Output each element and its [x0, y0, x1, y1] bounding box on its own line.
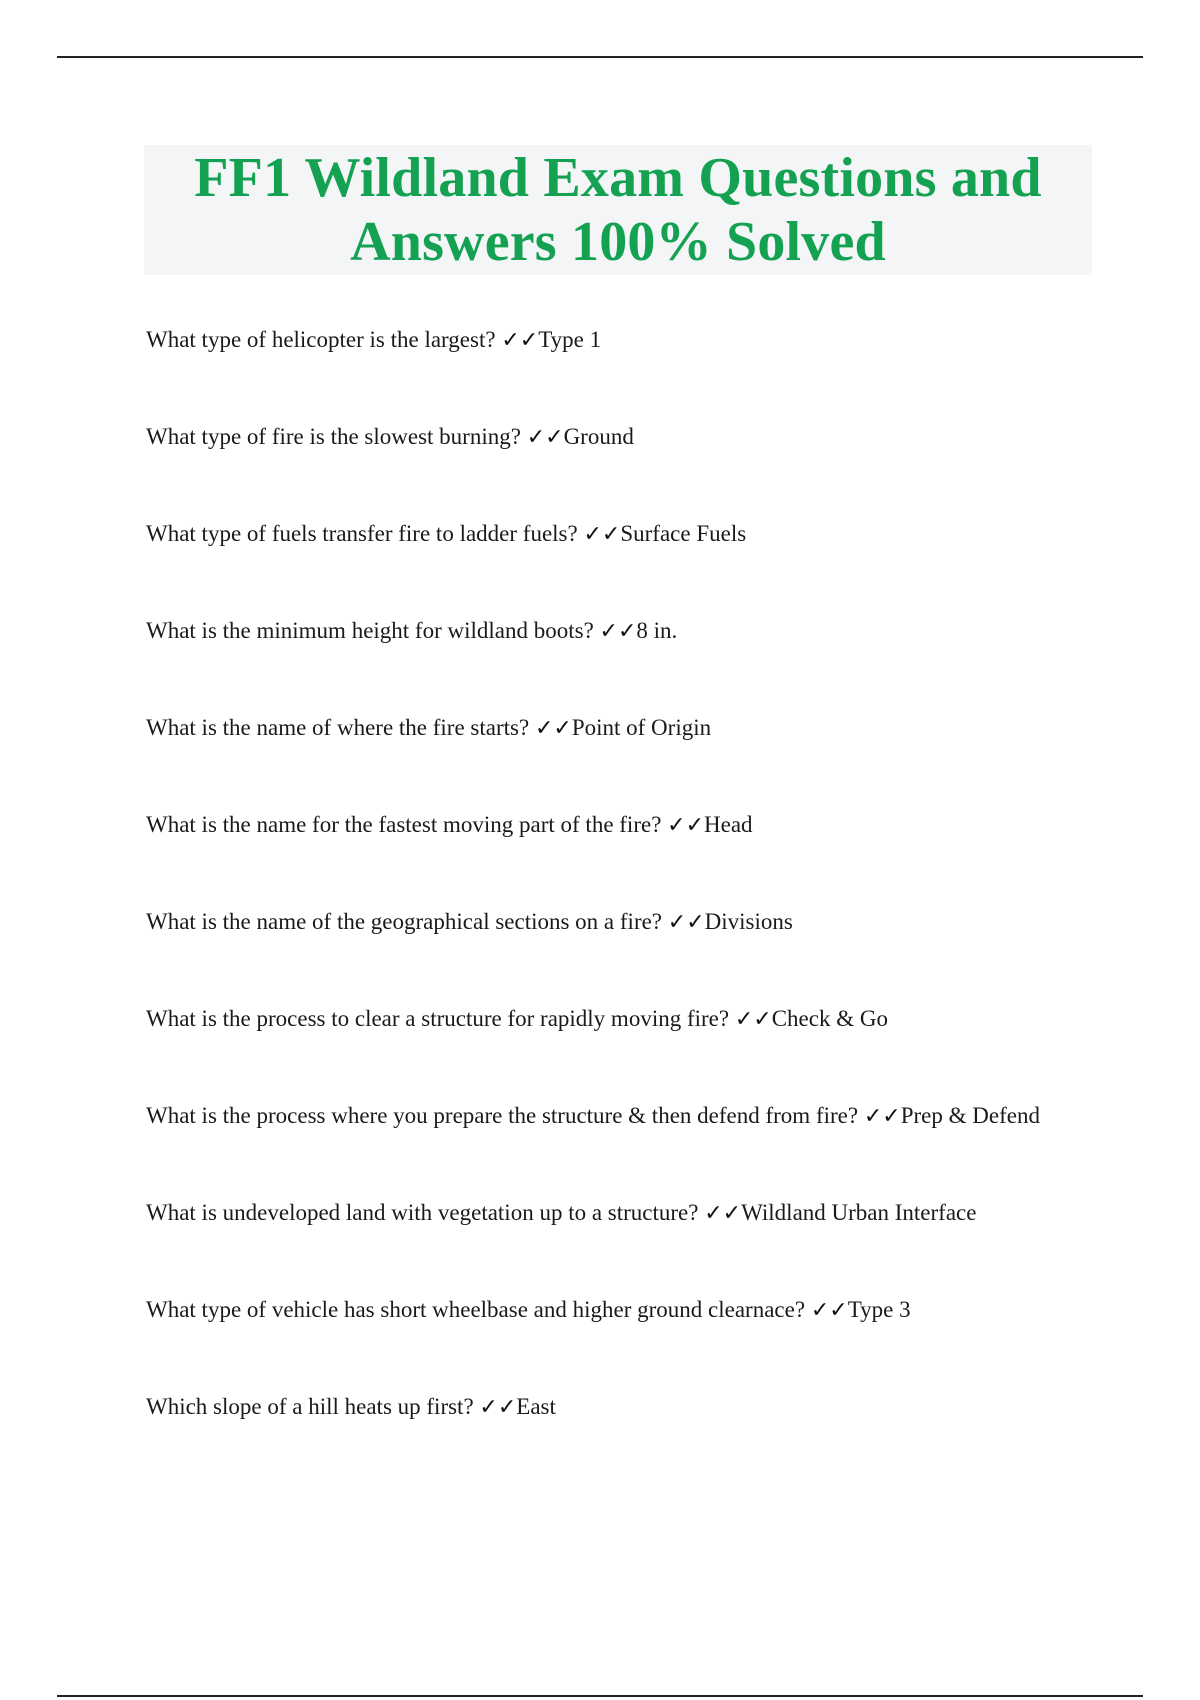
- title-line-1: FF1 Wildland Exam Questions and: [194, 147, 1042, 209]
- double-check-icon: ✓✓: [863, 1104, 901, 1129]
- bottom-rule: [57, 1695, 1143, 1697]
- answer-text: East: [516, 1394, 556, 1419]
- double-check-icon: ✓✓: [810, 1298, 848, 1323]
- question-text: What is undeveloped land with vegetation up to a structure?: [146, 1200, 699, 1225]
- answer-text: Type 1: [538, 327, 602, 352]
- answer-text: Surface Fuels: [620, 521, 747, 546]
- qa-item: [146, 1288, 1146, 1385]
- qa-item: [146, 1385, 1146, 1482]
- qa-item: [146, 609, 1146, 706]
- double-check-icon: ✓✓: [599, 619, 637, 644]
- top-rule: [57, 56, 1143, 58]
- question-text: What is the name of the geographical sections on a fire?: [146, 909, 663, 934]
- double-check-icon: ✓✓: [479, 1395, 517, 1420]
- qa-item: [146, 1094, 1146, 1191]
- double-check-icon: ✓✓: [667, 910, 705, 935]
- question-text: What is the name for the fastest moving part of the fire?: [146, 812, 662, 837]
- qa-item: [146, 706, 1146, 803]
- question-text: What is the process where you prepare the structure & then defend from fire?: [146, 1103, 859, 1128]
- answer-text: Type 3: [847, 1297, 911, 1322]
- title-line-2: Answers 100% Solved: [350, 211, 886, 273]
- double-check-icon: ✓✓: [704, 1201, 742, 1226]
- question-text: What type of vehicle has short wheelbase and higher ground clearnace?: [146, 1297, 806, 1322]
- double-check-icon: ✓✓: [534, 716, 572, 741]
- title-banner: [144, 145, 1092, 275]
- qa-item: [146, 318, 1146, 415]
- answer-text: Check & Go: [771, 1006, 888, 1031]
- question-text: What is the minimum height for wildland boots?: [146, 618, 594, 643]
- qa-item: [146, 803, 1146, 900]
- answer-text: Wildland Urban Interface: [741, 1200, 977, 1225]
- answer-text: 8 in.: [636, 618, 678, 643]
- double-check-icon: ✓✓: [667, 813, 705, 838]
- answer-text: Ground: [563, 424, 634, 449]
- question-text: What is the name of where the fire starts?: [146, 715, 530, 740]
- answer-text: Divisions: [704, 909, 793, 934]
- double-check-icon: ✓✓: [526, 425, 564, 450]
- answer-text: Head: [704, 812, 753, 837]
- qa-item: [146, 997, 1146, 1094]
- question-text: Which slope of a hill heats up first?: [146, 1394, 474, 1419]
- question-text: What type of helicopter is the largest?: [146, 327, 496, 352]
- question-text: What type of fuels transfer fire to ladder fuels?: [146, 521, 578, 546]
- qa-item: [146, 415, 1146, 512]
- qa-item: [146, 512, 1146, 609]
- qa-item: [146, 1191, 1146, 1288]
- question-text: What type of fire is the slowest burning?: [146, 424, 521, 449]
- double-check-icon: ✓✓: [583, 522, 621, 547]
- answer-text: Point of Origin: [571, 715, 712, 740]
- document-title: [194, 146, 1042, 274]
- double-check-icon: ✓✓: [734, 1007, 772, 1032]
- double-check-icon: ✓✓: [501, 328, 539, 353]
- question-text: What is the process to clear a structure for rapidly moving fire?: [146, 1006, 730, 1031]
- question-answer-list: [146, 318, 1146, 1482]
- qa-item: [146, 900, 1146, 997]
- answer-text: Prep & Defend: [900, 1103, 1040, 1128]
